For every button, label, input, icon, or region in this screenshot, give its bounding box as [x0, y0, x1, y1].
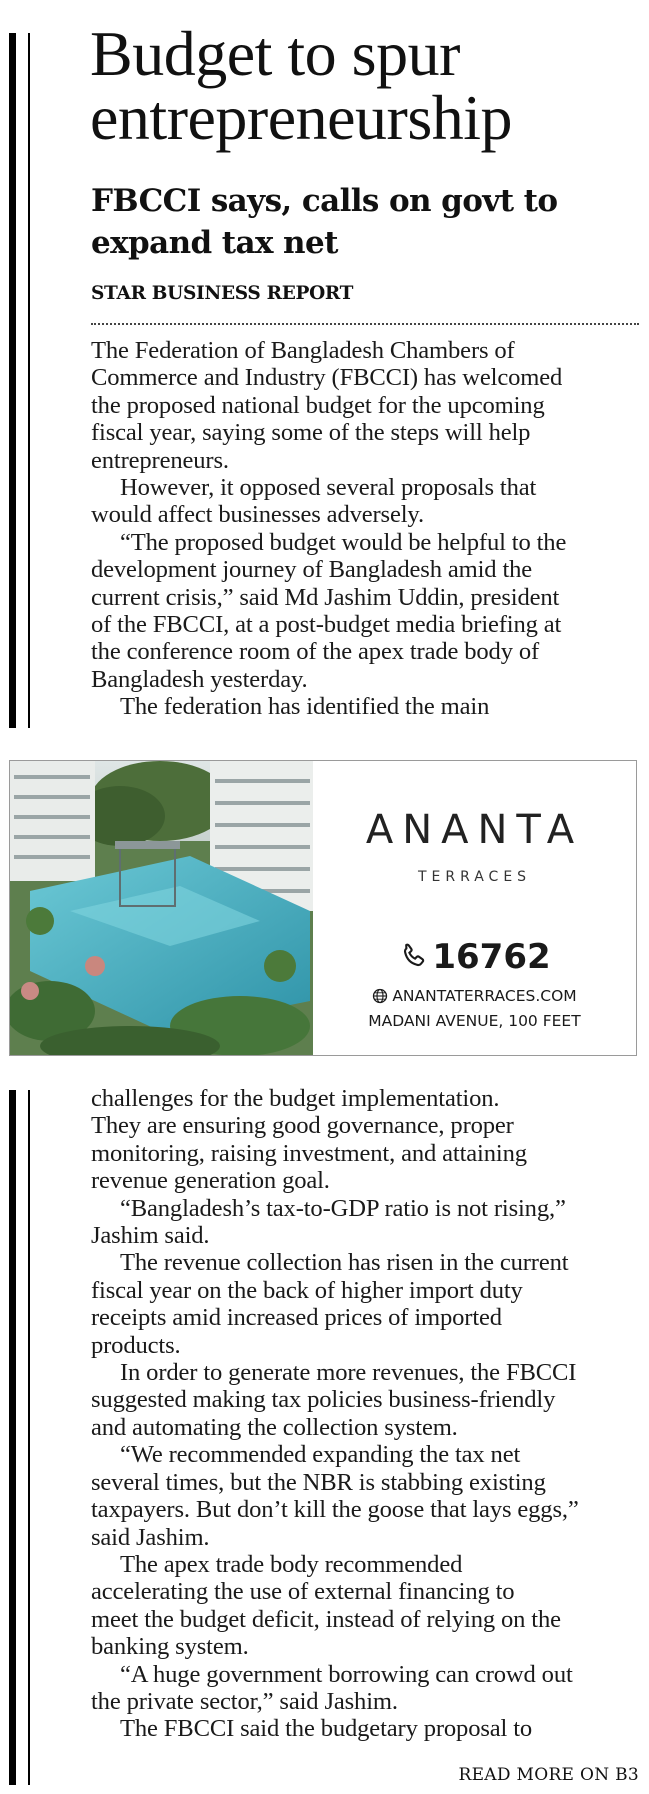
- globe-icon: [372, 988, 388, 1004]
- article-text-line: The revenue collection has risen in the current: [120, 1249, 569, 1277]
- article-text-line: “Bangladesh’s tax-to-GDP ratio is not rising,”: [120, 1194, 566, 1222]
- article-text-line: would affect businesses adversely.: [91, 501, 424, 529]
- article-text-line: The Federation of Bangladesh Chambers of: [91, 337, 515, 364]
- article-text-line: accelerating the use of external financing to: [91, 1578, 515, 1606]
- article-text-line: several times, but the NBR is stabbing existing: [91, 1468, 546, 1496]
- headline-line: entrepreneurship: [90, 82, 513, 153]
- ad-brand: ANANTA: [365, 807, 584, 853]
- ad-photo: [10, 761, 313, 1055]
- headline-line: Budget to spur: [90, 18, 460, 89]
- subheadline-line: expand tax net: [91, 225, 338, 261]
- article-text-line: and automating the collection system.: [91, 1413, 458, 1441]
- column-rule-thin-bottom: [28, 1090, 30, 1785]
- phone-icon: [398, 942, 428, 972]
- article-text-line: “The proposed budget would be helpful to the: [120, 528, 567, 556]
- article-text-line: the conference room of the apex trade body of: [91, 638, 540, 666]
- article-text-line: of the FBCCI, at a post-budget media briefing at: [91, 611, 562, 639]
- byline-divider: [91, 323, 639, 325]
- article-text-line: development journey of Bangladesh amid the: [91, 556, 533, 584]
- article-text-line: current crisis,” said Md Jashim Uddin, president: [91, 583, 560, 611]
- article-text-line: challenges for the budget implementation.: [91, 1085, 500, 1112]
- article-text-line: taxpayers. But don’t kill the goose that lays eggs,”: [91, 1496, 579, 1524]
- article-text-line: Jashim said.: [91, 1222, 210, 1250]
- article-text-line: entrepreneurs.: [91, 446, 229, 474]
- byline: STAR BUSINESS REPORT: [91, 283, 354, 304]
- article-text-line: They are ensuring good governance, proper: [91, 1112, 514, 1140]
- article-text-line: revenue generation goal.: [91, 1167, 330, 1195]
- article-text-line: “We recommended expanding the tax net: [120, 1441, 521, 1469]
- subheadline-line: FBCCI says, calls on govt to: [91, 183, 558, 219]
- column-rule-thin-top: [28, 33, 30, 728]
- article-text-line: The apex trade body recommended: [120, 1550, 463, 1578]
- advertisement[interactable]: [9, 760, 637, 1056]
- article-text-line: the private sector,” said Jashim.: [91, 1687, 398, 1715]
- article-text-line: The FBCCI said the budgetary proposal to: [120, 1715, 533, 1743]
- article-text-line: monitoring, raising investment, and attaining: [91, 1139, 527, 1167]
- ad-brand-subtitle: TERRACES: [417, 869, 532, 885]
- article-text-line: said Jashim.: [91, 1523, 210, 1551]
- article-text-line: the proposed national budget for the upcoming: [91, 391, 545, 419]
- ad-website-text: ANANTATERRACES.COM: [392, 987, 577, 1005]
- resort-pool-illustration: [10, 761, 313, 1055]
- column-rule-thick-top: [9, 33, 16, 728]
- article-text-line: products.: [91, 1331, 181, 1359]
- column-rule-thick-bottom: [9, 1090, 16, 1785]
- article-text-line: However, it opposed several proposals that: [120, 474, 537, 502]
- ad-info: [313, 761, 636, 1055]
- article-text-line: suggested making tax policies business-friendly: [91, 1386, 556, 1414]
- article-text-line: fiscal year on the back of higher import duty: [91, 1276, 523, 1304]
- article-text-line: The federation has identified the main: [120, 693, 490, 721]
- article-text-line: receipts amid increased prices of imported: [91, 1304, 502, 1332]
- read-more-link[interactable]: READ MORE ON B3: [458, 1765, 639, 1785]
- article-body-top: [91, 337, 649, 721]
- ad-phone[interactable]: [313, 937, 636, 977]
- ad-phone-number: 16762: [432, 937, 551, 977]
- article-text-line: banking system.: [91, 1633, 249, 1661]
- article-text-line: meet the budget deficit, instead of relying on the: [91, 1605, 561, 1633]
- article-text-line: fiscal year, saying some of the steps will help: [91, 419, 531, 447]
- article-text-line: “A huge government borrowing can crowd out: [120, 1660, 573, 1688]
- article-text-line: Commerce and Industry (FBCCI) has welcomed: [91, 364, 563, 392]
- article-text-line: In order to generate more revenues, the FBCCI: [120, 1359, 577, 1387]
- article-body-bottom: [91, 1085, 649, 1743]
- headline: [90, 18, 513, 153]
- subheadline: [91, 180, 557, 264]
- ad-address: MADANI AVENUE, 100 FEET: [368, 1012, 581, 1030]
- article-text-line: Bangladesh yesterday.: [91, 665, 308, 693]
- ad-website[interactable]: [313, 987, 636, 1005]
